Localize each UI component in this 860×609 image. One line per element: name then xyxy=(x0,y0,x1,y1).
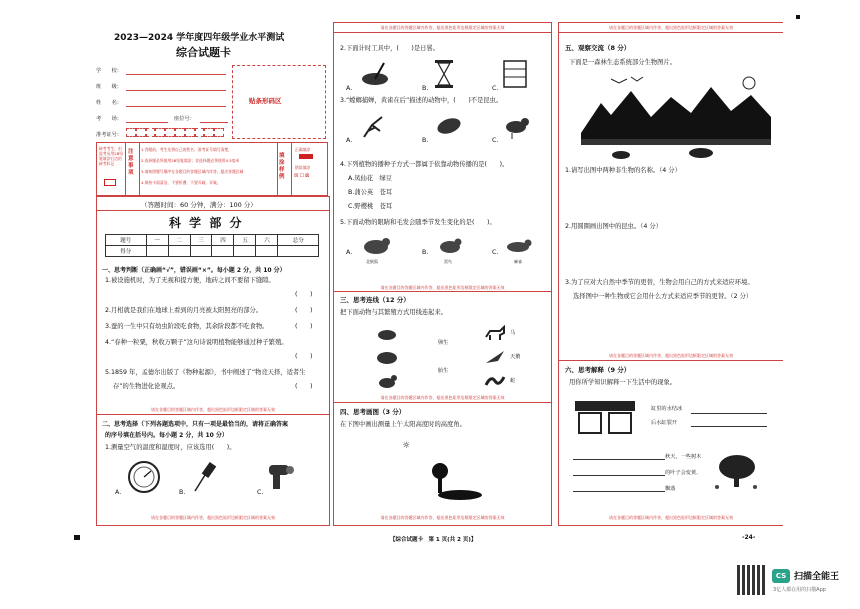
part1-item-5: 5.1859 年，孟德尔出版了《物种起源》，书中阐述了“物竞天择，适者生 xyxy=(105,369,306,376)
cracked-water-tank-image xyxy=(571,397,643,437)
name-line[interactable] xyxy=(126,106,226,107)
corner-mark xyxy=(796,15,800,19)
answer-paren[interactable]: ( ) xyxy=(295,291,313,298)
part2-title-cont: 的序号填在括号内。每小题 2 分，共 10 分） xyxy=(105,432,228,439)
water-clock-icon xyxy=(502,59,528,89)
q2-text: 2.下面计时工具中，( )是日晷。 xyxy=(340,45,440,52)
score-input[interactable] xyxy=(190,246,212,257)
instruction-4: 4.保持卡面清洁，不要折叠、不要弄破、弄皱。 xyxy=(141,180,221,185)
arctic-fox-icon xyxy=(360,233,392,257)
snake-icon xyxy=(484,373,506,389)
part6-text-1b: 后水缸裂开 xyxy=(651,420,677,426)
answer-line[interactable] xyxy=(573,475,665,476)
part5-q3-cont: 选择图中一种生物或它会用什么方式来适应季节的更替。（2 分） xyxy=(573,293,753,300)
score-input[interactable] xyxy=(256,246,278,257)
part5-q3: 3.为了应对大自然中季节的更替，生物会用自己的方式来适应环境。 xyxy=(565,279,754,286)
score-cell: 三 xyxy=(190,235,212,246)
answer-paren[interactable]: ( ) xyxy=(295,383,313,390)
part2-q1: 1.测量空气的温度和湿度时，应该选用( )。 xyxy=(105,444,236,451)
red-notice: 请在各题目的答题区域内作答，超出黑色矩形边框限定区域的答案无效 xyxy=(380,515,505,520)
page-mark: -24- xyxy=(742,534,756,541)
autumn-tree-image xyxy=(709,453,765,491)
part4-desc: 在下图中画出测量上午太阳高度时的高度角。 xyxy=(340,421,466,428)
part5-q2: 2.用圆圈画出图中的昆虫。（4 分） xyxy=(565,223,663,230)
room-line[interactable] xyxy=(126,122,168,123)
score-cell: 二 xyxy=(168,235,190,246)
score-input[interactable] xyxy=(146,246,168,257)
field-name: 姓 名： xyxy=(96,100,122,106)
answer-line[interactable] xyxy=(691,426,767,427)
part1-item-5-cont: 存”的生物进化论观点。 xyxy=(113,383,180,390)
horse-icon xyxy=(484,325,506,341)
hourglass-icon xyxy=(434,59,454,89)
exam-number-boxes[interactable] xyxy=(126,128,224,137)
q5-caption-a: 北极狐 xyxy=(366,259,378,264)
q5-option-a: A. xyxy=(346,249,353,256)
cat-icon xyxy=(376,373,398,389)
part3-oviparous: 卵生 xyxy=(438,340,449,346)
app-name: 扫描全能王 xyxy=(794,572,840,582)
score-cell: 一 xyxy=(146,235,168,246)
answer-paren[interactable]: ( ) xyxy=(295,323,313,330)
part3-desc: 把下面动物与其繁殖方式用线连起来。 xyxy=(340,309,448,316)
hairdryer-icon xyxy=(265,461,299,493)
sheet-subtitle: 综合试题卡 xyxy=(176,46,231,59)
score-cell: 六 xyxy=(256,235,278,246)
cicada-icon xyxy=(434,111,464,141)
part3-swan: 天鹅 xyxy=(510,354,521,360)
score-input[interactable] xyxy=(234,246,256,257)
part6-text-2a: 秋天，一些树木 xyxy=(665,454,702,460)
score-cell: 得分 xyxy=(106,246,147,257)
red-notice: 请在各题目的答题区域内作答，超出黑色矩形边框限定区域的答案无效 xyxy=(151,407,275,412)
red-notice: 请在各题目的答题区域内作答，超出黑色矩形边框限定区域的答案无效 xyxy=(151,515,275,520)
q5-caption-c: 麻雀 xyxy=(514,259,522,264)
q2-option-a: A. xyxy=(346,85,353,92)
score-cell: 五 xyxy=(234,235,256,246)
answer-paren[interactable]: ( ) xyxy=(295,353,313,360)
q2-option-c: C. xyxy=(492,85,499,92)
q4-option-c: C.野樱桃 苍耳 xyxy=(348,203,393,210)
field-room: 考 场： xyxy=(96,116,122,122)
oriole-icon xyxy=(502,111,532,141)
instruction-1: 1.答题前，考生先将自己的姓名、准考证号填写清楚， xyxy=(141,147,232,152)
left-answer-panel xyxy=(96,196,330,526)
corner-mark xyxy=(74,535,80,540)
answer-sheet-header xyxy=(96,28,328,204)
q5-option-b: B. xyxy=(422,249,429,256)
field-exam-number: 准考证号： xyxy=(96,132,122,138)
part1-item-3: 3.蚕的一生中只有幼虫阶段吃食物，其余阶段都不吃食物。 xyxy=(105,323,269,330)
seat-line[interactable] xyxy=(200,122,228,123)
score-input[interactable] xyxy=(278,246,319,257)
frog-icon xyxy=(376,325,398,341)
forest-ecosystem-image xyxy=(581,73,771,161)
part1-item-4: 4.“春种一粒粟，秋收万颗子”这句诗说明植物能够通过种子繁殖。 xyxy=(105,339,288,346)
part4-title: 四、思考画图（3 分） xyxy=(340,408,406,416)
sparrow-icon xyxy=(504,233,536,257)
red-notice: 请在各题目的答题区域内作答，超出黑色矩形边框限定区域的答案无效 xyxy=(380,395,505,400)
part1-title: 一、思考判断（正确画“√”，错误画“×”。每小题 2 分，共 10 分） xyxy=(102,267,286,274)
barcode-area-label: 贴条形码区 xyxy=(249,97,282,105)
red-notice: 请在各题目的答题区域内作答，超出黑色矩形边框限定区域的答案无效 xyxy=(609,515,733,520)
app-subtitle: 3亿人都在用的扫描App xyxy=(773,587,826,593)
thermometer-probe-icon xyxy=(189,461,223,495)
part6-text-2b: 的叶子会变黄、 xyxy=(665,470,702,476)
q4-option-a: A.凤仙花 绿豆 xyxy=(348,175,392,182)
barcode-area xyxy=(232,65,326,139)
red-notice: 请在各题目的答题区域内作答，超出黑色矩形边框限定区域的答案无效 xyxy=(609,353,733,358)
q4-option-b: B.蒲公英 苍耳 xyxy=(348,189,393,196)
instruction-3: 3.请按照题号顺序在各题目的答题区域内作答，超出答题区域 xyxy=(141,169,244,174)
wrong-fill-label: 错误填涂 xyxy=(295,165,311,170)
school-line[interactable] xyxy=(126,74,226,75)
app-logo: CS xyxy=(772,569,790,583)
q3-option-b: B. xyxy=(422,137,429,144)
part5-desc: 下面是一森林生态系统部分生物图片。 xyxy=(569,59,677,66)
middle-answer-panel xyxy=(333,22,552,526)
red-notice: 请在各题目的答题区域内作答，超出黑色矩形边框限定区域的答案无效 xyxy=(380,25,505,30)
field-class: 班 级： xyxy=(96,84,122,90)
part3-snake: 蛇 xyxy=(510,378,516,384)
instructions-box xyxy=(96,142,328,196)
score-cell: 题号 xyxy=(106,235,147,246)
score-cell: 四 xyxy=(212,235,234,246)
score-input[interactable] xyxy=(212,246,234,257)
score-input[interactable] xyxy=(168,246,190,257)
absent-note: 缺考考生，由监考员用2B铅笔填涂右边的缺考标记 xyxy=(99,146,124,166)
science-section-title: 科 学 部 分 xyxy=(169,216,244,230)
tree-shadow-drawing[interactable] xyxy=(426,461,486,501)
answer-paren[interactable]: ( ) xyxy=(295,307,313,314)
q3-text: 3.“螳螂捕蝉，黄雀在后”描述的动物中，( )不是昆虫。 xyxy=(340,97,503,104)
absent-mark-box[interactable] xyxy=(104,179,116,186)
option-c: C. xyxy=(257,489,264,496)
part6-title: 六、思考解释（9 分） xyxy=(565,366,631,374)
sundial-icon xyxy=(360,59,390,89)
q5-option-c: C. xyxy=(492,249,499,256)
score-table xyxy=(105,234,319,257)
option-b: B. xyxy=(179,489,186,496)
q5-caption-b: 雷鸟 xyxy=(444,259,452,264)
part3-viviparous: 胎生 xyxy=(438,368,449,374)
answer-line[interactable] xyxy=(573,459,665,460)
part2-title: 二、思考选择（下列各题选项中，只有一项是最恰当的，请将正确答案 xyxy=(102,421,289,428)
answer-line[interactable] xyxy=(573,491,665,492)
time-info: （答题时间：60 分钟，满分：100 分） xyxy=(141,201,257,209)
right-answer-panel xyxy=(558,22,783,526)
q4-text: 4.下列植物的播种子方式一都属于依靠动物传播的是( )。 xyxy=(340,161,509,168)
part6-text-2c: 飘落 xyxy=(665,486,676,492)
page-footer: 【综合试题卡 第 1 页(共 2 页)】 xyxy=(390,537,477,543)
correct-fill-icon xyxy=(299,154,313,159)
part5-q1: 1.请写出图中两种非生物的名称。（4 分） xyxy=(565,167,681,174)
instructions-title: 注意事项 xyxy=(128,149,134,176)
q3-option-a: A. xyxy=(346,137,353,144)
instruction-2: 2.选择题必须使用2B铅笔填涂；非选择题必须使用0.5毫米 xyxy=(141,158,240,163)
part6-text-1a: 缸里的水结冰 xyxy=(651,406,683,412)
sun-icon: ☼ xyxy=(402,441,411,451)
red-notice: 请在各题目的答题区域内作答，超出黑色矩形边框限定区域的答案无效 xyxy=(380,285,505,290)
ptarmigan-icon xyxy=(434,233,466,257)
q2-option-b: B. xyxy=(422,85,429,92)
part1-item-1: 1.被设施机时，为了无视和提方便，地砖之间不要留下缝隙。 xyxy=(105,277,275,284)
q3-option-c: C. xyxy=(492,137,499,144)
mantis-icon xyxy=(360,111,390,141)
exam-title: 2023—2024 学年度四年级学业水平测试 xyxy=(114,33,285,43)
wrong-fill-icon: ☒☐⊠ xyxy=(294,173,311,179)
swan-icon xyxy=(484,349,506,365)
fill-example-title: 填涂样例 xyxy=(279,153,285,180)
part3-title: 三、思考连线（12 分） xyxy=(340,296,410,304)
answer-line[interactable] xyxy=(691,413,767,414)
q5-text: 5.下面动物的眼睛和毛发会随季节发生变化的是( )。 xyxy=(340,219,496,226)
correct-fill-label: 正确填涂 xyxy=(295,147,311,152)
hygrometer-icon xyxy=(127,459,161,495)
part6-desc: 用你所学知识解释一下生活中的现象。 xyxy=(569,379,677,386)
class-line[interactable] xyxy=(126,90,226,91)
field-seat: 座位号： xyxy=(174,116,195,122)
part1-item-2: 2.月相就是我们在地球上看到的月亮被太阳照亮的部分。 xyxy=(105,307,263,314)
field-school: 学 校： xyxy=(96,68,122,74)
turtle-icon xyxy=(376,349,398,365)
score-cell: 总分 xyxy=(278,235,319,246)
part5-title: 五、观察交流（8 分） xyxy=(565,44,631,52)
option-a: A. xyxy=(115,489,122,496)
qr-code xyxy=(737,565,767,595)
part3-horse: 马 xyxy=(510,330,516,336)
red-notice: 请在各题目的答题区域内作答，超出黑色矩形边框限定区域的答案无效 xyxy=(609,25,733,30)
